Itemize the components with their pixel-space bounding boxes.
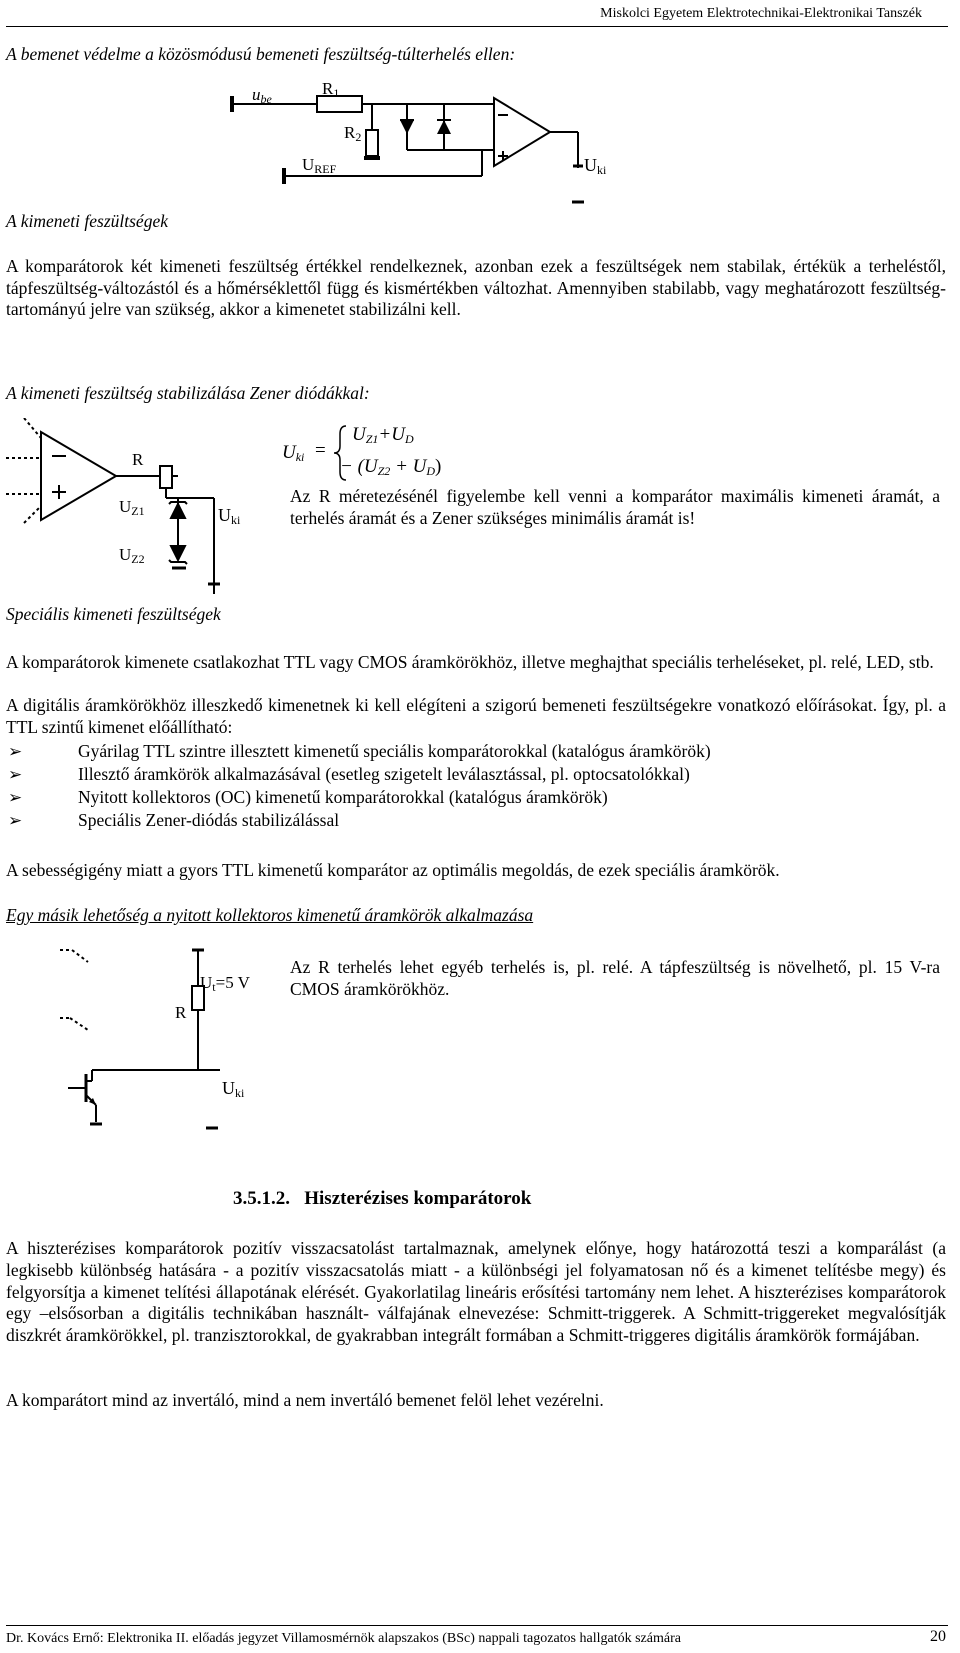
section-title-open-collector: Egy másik lehetőség a nyitott kollektoros kimenetű áramkörök alkalmazása (6, 905, 534, 925)
formula-lhs: $U_{ki}$ (282, 442, 305, 464)
section-title-output-voltages: A kimeneti feszültségek (6, 211, 168, 231)
list-item: ➢ Illesztő áramkörök alkalmazásával (esetleg szigetelt leválasztással, pl. optocsatolókkal) (8, 764, 690, 784)
arrow-bullet-icon: ➢ (8, 811, 23, 830)
paragraph-special-outputs-1: A komparátorok kimenete csatlakozhat TTL vagy CMOS áramkörökhöz, illetve meghajthat speciális terheléseket, pl. relé, LED, stb. (6, 652, 934, 672)
paragraph-open-collector-note: Az R terhelés lehet egyéb terhelés is, pl. relé. A tápfeszültség is növelhető, pl. 15 V-ra CMOS áramkörökhöz. (290, 957, 940, 999)
label-r-zener: R (132, 450, 144, 469)
label-r2: $R_2$ (344, 123, 362, 144)
label-uz1: $U_{Z1}$ (119, 497, 145, 518)
label-uki-1: $U_{ki}$ (584, 155, 607, 177)
list-item: ➢ Gyárilag TTL szintre illesztett kimenetű speciális komparátorokkal (katalógus áramkörök) (8, 741, 711, 761)
label-uz2: $U_{Z2}$ (119, 545, 145, 566)
paragraph-speed-requirement: A sebességigény miatt a gyors TTL kimenetű komparátor az optimális megoldás, de ezek speciális áramkörök. (6, 860, 780, 880)
section-heading-hysteresis: 3.5.1.2. Hiszterézises komparátorok (233, 1188, 532, 1209)
label-uki-3: $U_{ki}$ (222, 1078, 245, 1100)
header-rule (6, 26, 948, 27)
list-item: ➢ Nyitott kollektoros (OC) kimenetű komparátorokkal (katalógus áramkörök) (8, 787, 608, 807)
formula-eq: = (315, 440, 326, 461)
page-header: Miskolci Egyetem Elektrotechnikai-Elektronikai Tanszék (600, 6, 922, 21)
label-uki-2: $U_{ki}$ (218, 505, 241, 527)
page-footer: Dr. Kovács Ernő: Elektronika II. előadás jegyzet Villamosmérnök alapszakos (BSc) nappali tagozatos hallgatók számára (6, 1631, 681, 1646)
paragraph-hysteresis-2: A komparátort mind az invertáló, mind a nem invertáló bemenet felöl lehet vezérelni. (6, 1390, 604, 1410)
paragraph-zener-note: Az R méretezésénél figyelembe kell venni a komparátor maximális kimeneti áramát, a terhelés áramát és a Zener szükséges minimális áramát is! (290, 486, 940, 528)
label-uref: $U_{REF}$ (302, 155, 337, 176)
label-u-be: $u_{be}$ (252, 85, 272, 106)
footer-rule (6, 1625, 948, 1626)
arrow-bullet-icon: ➢ (8, 742, 23, 761)
paragraph-special-outputs-2: A digitális áramkörökhöz illeszkedő kimenetnek ki kell elégíteni a szigorú bemeneti feszültségekre vonatkozó előírásokat. Így, pl. a TTL szintű kimenet előállítható: (6, 695, 946, 737)
section-title-special-outputs: Speciális kimeneti feszültségek (6, 604, 221, 624)
formula-uki (282, 424, 482, 484)
label-ut: $U_t=5$ V (200, 973, 250, 994)
circuit1-diagram (222, 78, 622, 208)
page-number: 20 (930, 1628, 946, 1645)
list-item: ➢ Speciális Zener-diódás stabilizálással (8, 810, 340, 830)
paragraph-hysteresis-1: A hiszterézises komparátorok pozitív visszacsatolást tartalmaznak, amelynek előnye, hogy határozottá teszi a komparálást (a legkisebb különbség hatására - a pozitív visszacsatolás miatt - a különbségi jel folyamatosan nő és a kimenet telítésbe megy) és felgyorsítja a kimenet telítési állapotának elérését. Gyakorlatilag lineáris erősítési tartomány nem lehet. A hiszterézises komparátorok egy –elsősorban a digitális technikában használt- válfajának elnevezése: Schmitt-triggerek. A Schmitt-triggereket megvalósítják diszkrét áramkörökkel, pl. tranzisztorokkal, de gyakrabban integrált formában a Schmitt-triggeres digitális áramkörök formájában. (6, 1238, 946, 1346)
arrow-bullet-icon: ➢ (8, 765, 23, 784)
paragraph-output-voltages: A komparátorok két kimeneti feszültség értékkel rendelkeznek, azonban ezek a feszültségek nem stabilak, értékük a terheléstől, tápfeszültség-változástól és a hőmérséklettől függ és kismértékben változhat. Amennyiben stabilabb, vagy meghatározott feszültség-tartományú jelre van szükség, akkor a kimenetet stabilizálni kell. (6, 256, 946, 319)
label-r1: $R_1$ (322, 79, 340, 100)
label-r-oc: R (175, 1003, 187, 1022)
section-title-input-protection: A bemenet védelme a közösmódusú bemeneti feszültség-túlterhelés ellen: (6, 44, 516, 64)
section-title-zener-stabilization: A kimeneti feszültség stabilizálása Zener diódákkal: (6, 383, 370, 403)
arrow-bullet-icon: ➢ (8, 788, 23, 807)
bullet-list-ttl-options (6, 740, 711, 832)
formula-bottom: − $(U_{Z2} + U_D)$ (340, 456, 442, 478)
circuit3-diagram (60, 938, 260, 1138)
formula-top: $U_{Z1}+U_D$ (352, 424, 414, 446)
